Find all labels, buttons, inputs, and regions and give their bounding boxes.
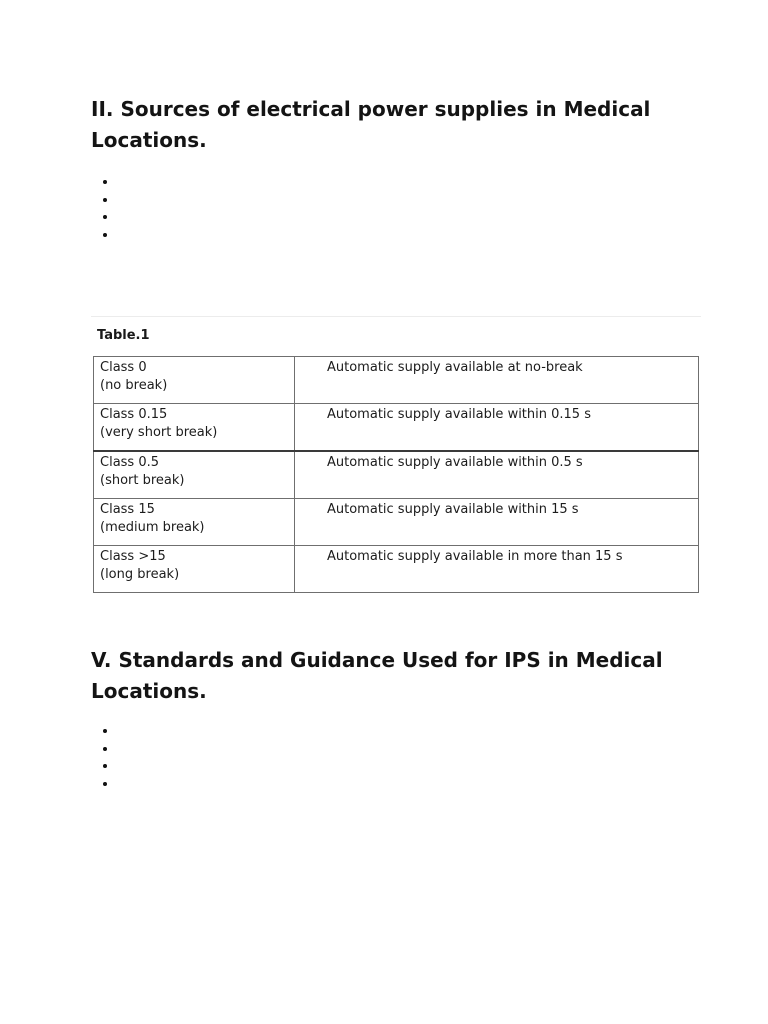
table-row	[94, 499, 699, 546]
table-cell-description: Automatic supply available within 0.5 s	[295, 451, 699, 499]
section-heading-ips-standards: V. Standards and Guidance Used for IPS in Medical Locations.	[91, 648, 663, 703]
class-name: Class 15	[100, 502, 155, 517]
table-cell-class	[94, 499, 295, 546]
table-cell-class	[94, 404, 295, 452]
class-name: Class >15	[100, 549, 166, 564]
table-cell-description: Automatic supply available in more than 15 s	[295, 546, 699, 593]
table-figure	[91, 316, 701, 582]
table-caption: Table.1	[97, 328, 150, 343]
class-note: (medium break)	[100, 520, 205, 535]
bullet-list-power-sources	[92, 173, 117, 243]
class-note: (long break)	[100, 567, 180, 582]
class-note: (no break)	[100, 378, 168, 393]
bullet-list-ips-standards	[92, 722, 117, 792]
table-cell-description: Automatic supply available within 15 s	[295, 499, 699, 546]
table-row	[94, 546, 699, 593]
class-note: (short break)	[100, 473, 185, 488]
table-row	[94, 357, 699, 404]
table-cell-class	[94, 451, 295, 499]
class-name: Class 0.5	[100, 455, 160, 470]
supply-class-table	[93, 356, 699, 593]
table-row	[94, 404, 699, 452]
class-name: Class 0.15	[100, 407, 168, 422]
section-heading-power-sources: II. Sources of electrical power supplies in Medical Locations.	[91, 97, 651, 152]
table-cell-description: Automatic supply available within 0.15 s	[295, 404, 699, 452]
table-cell-class	[94, 546, 295, 593]
class-note: (very short break)	[100, 425, 218, 440]
table-cell-class	[94, 357, 295, 404]
class-name: Class 0	[100, 360, 147, 375]
table-row	[94, 451, 699, 499]
table-cell-description: Automatic supply available at no-break	[295, 357, 699, 404]
